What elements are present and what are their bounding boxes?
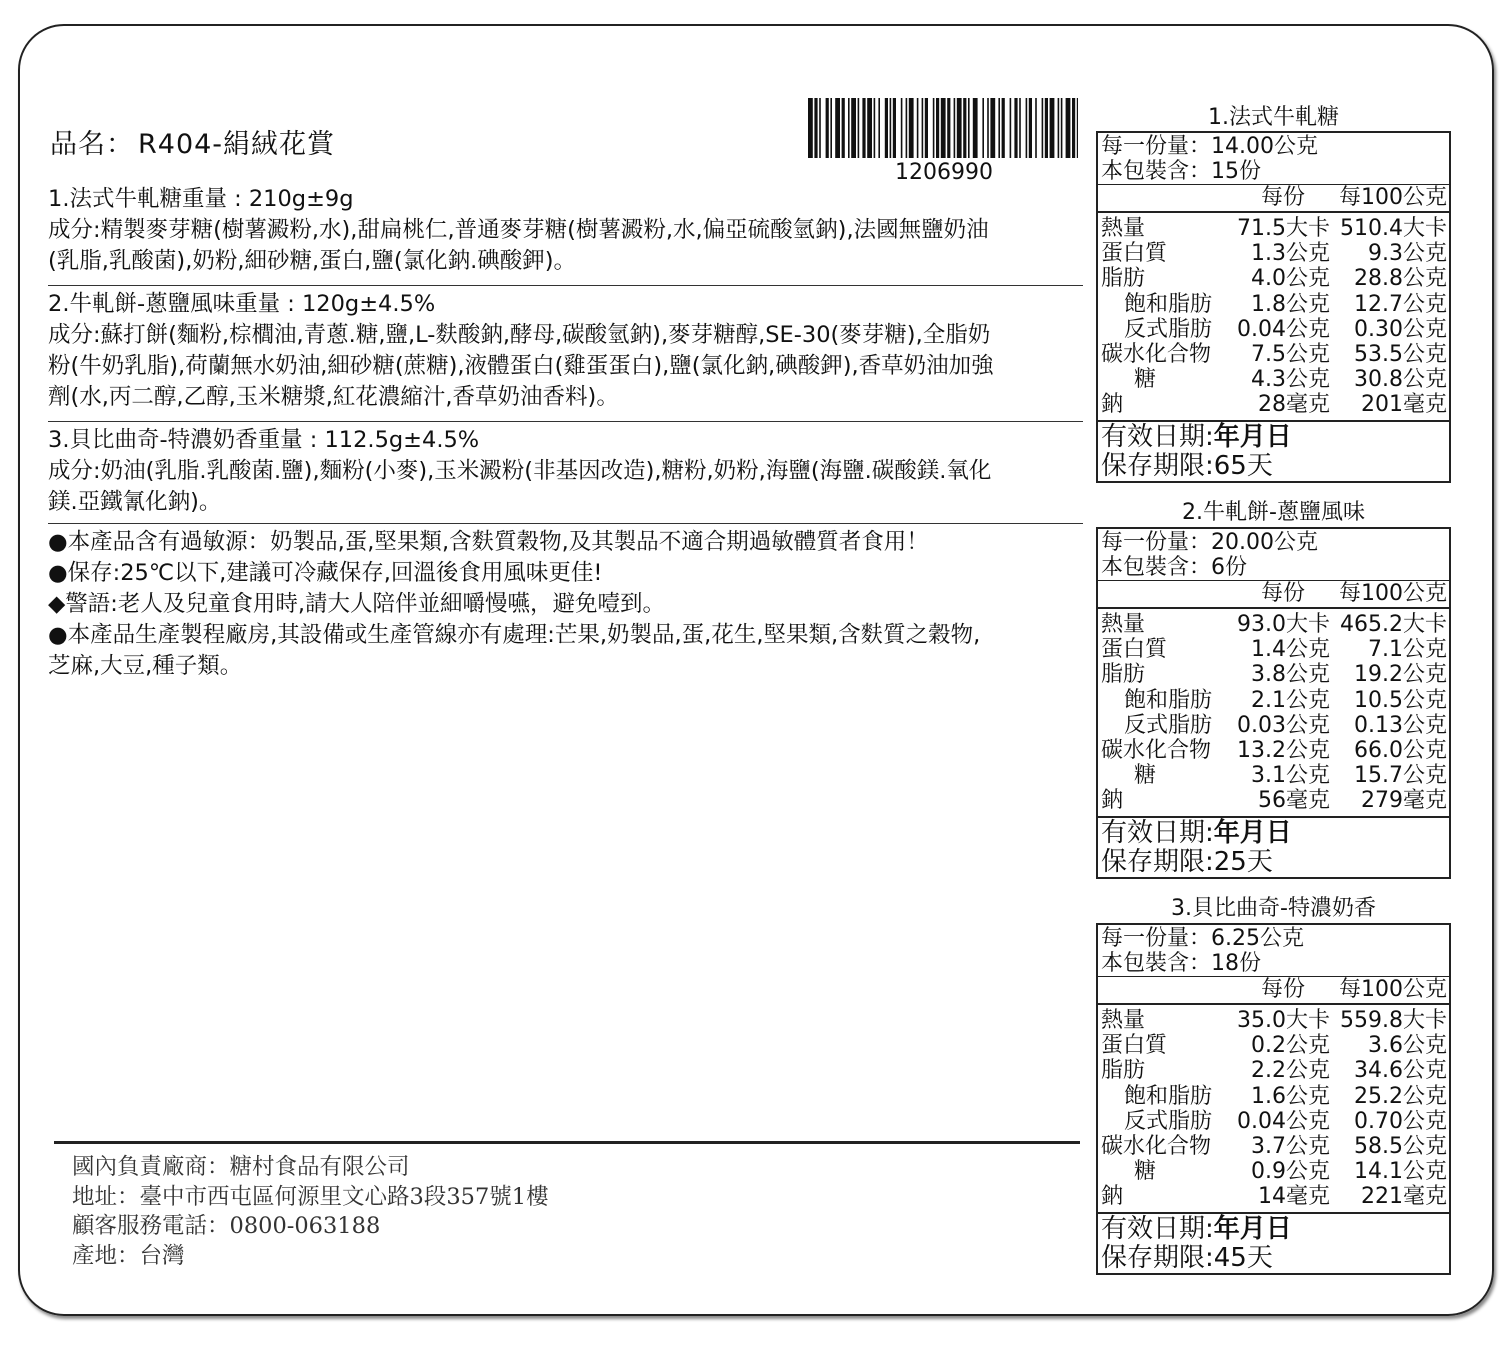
nutrient-per-100g: 12.7公克	[1354, 291, 1447, 317]
nutrient-per-serving: 2.1公克	[1251, 687, 1330, 713]
nutrition-row	[1098, 612, 1449, 637]
nutrient-name: 碳水化合物	[1101, 341, 1212, 367]
barcode-bar	[819, 98, 821, 158]
expiry-info	[1098, 422, 1449, 481]
nutrition-row	[1098, 713, 1449, 738]
facility-notice: ●本產品生產製程廠房,其設備或生產管線亦有處理:芒果,奶製品,蛋,花生,堅果類,含麩質之穀物,	[48, 622, 981, 648]
nutrition-row	[1098, 1134, 1449, 1159]
manufacturer-name: 國內負責廠商：糖村食品有限公司	[72, 1154, 410, 1180]
nutrient-per-serving: 3.1公克	[1251, 763, 1330, 789]
col-per-100g: 每100公克	[1339, 185, 1447, 210]
nutrient-per-100g: 15.7公克	[1354, 763, 1447, 789]
customer-service-phone: 顧客服務電話：0800-063188	[72, 1213, 381, 1239]
barcode-bar	[885, 98, 888, 158]
barcode-bar	[1019, 98, 1021, 158]
nutrition-row	[1098, 637, 1449, 662]
nutrient-name: 鈉	[1101, 788, 1124, 814]
nutrient-per-serving: 0.2公克	[1251, 1033, 1330, 1059]
barcode-bar	[957, 98, 962, 158]
nutrient-name: 碳水化合物	[1101, 737, 1212, 763]
nutrition-row	[1098, 1008, 1449, 1033]
section-heading: 2.牛軋餅-蔥鹽風味重量 : 120g±4.5%	[48, 291, 436, 317]
nutrient-per-serving: 3.7公克	[1251, 1133, 1330, 1159]
nutrition-row	[1098, 241, 1449, 266]
barcode-bar	[922, 98, 924, 158]
storage-notice: ●保存:25℃以下,建議可冷藏保存,回溫後食用風味更佳!	[48, 560, 603, 586]
nutrient-name: 反式脂肪	[1124, 316, 1213, 342]
expiry-date: 年月日	[1213, 1213, 1292, 1244]
barcode-bar	[874, 98, 876, 158]
section-heading: 3.貝比曲奇-特濃奶香重量 : 112.5g±4.5%	[48, 427, 480, 453]
nutrient-per-100g: 0.30公克	[1354, 316, 1447, 342]
barcode-bar	[862, 98, 865, 158]
nutrient-per-100g: 9.3公克	[1368, 241, 1447, 267]
barcode-bar	[842, 98, 845, 158]
barcode-bar	[830, 98, 832, 158]
nutrient-per-100g: 53.5公克	[1354, 341, 1447, 367]
nutrient-per-100g: 221毫克	[1361, 1184, 1447, 1210]
warning-notice: ◆警語:老人及兒童食用時,請大人陪伴並細嚼慢嚥，避免噎到。	[48, 591, 666, 617]
nutrition-row	[1098, 738, 1449, 763]
barcode-bar	[933, 98, 935, 158]
barcode-bar	[936, 98, 939, 158]
nutrient-per-serving: 28毫克	[1258, 392, 1330, 418]
nutrition-row	[1098, 688, 1449, 713]
nutrition-row	[1098, 292, 1449, 317]
nutrient-name: 蛋白質	[1101, 1033, 1168, 1059]
nutrient-name: 飽和脂肪	[1124, 291, 1213, 317]
nutrition-row	[1098, 763, 1449, 788]
nutrition-header	[1098, 581, 1449, 609]
servings-per-pack: 本包裝含：18份	[1101, 950, 1261, 976]
serving-info	[1098, 529, 1449, 581]
serving-size: 每一份量：20.00公克	[1101, 530, 1318, 555]
nutrient-per-100g: 0.13公克	[1354, 712, 1447, 738]
nutrition-table	[1096, 527, 1451, 879]
barcode-bar	[878, 98, 880, 158]
barcode-bar	[954, 98, 956, 158]
nutrient-name: 蛋白質	[1101, 637, 1168, 663]
nutrition-table-title: 2.牛軋餅-蔥鹽風味	[1182, 500, 1365, 525]
barcode-bar	[990, 98, 995, 158]
barcode-bar	[835, 98, 840, 158]
expiry-info	[1098, 1214, 1449, 1273]
manufacturer-info	[72, 1153, 549, 1271]
nutrient-name: 糖	[1134, 1159, 1157, 1185]
nutrient-per-serving: 7.5公克	[1251, 341, 1330, 367]
nutrient-per-serving: 0.04公克	[1237, 1108, 1330, 1134]
nutrient-name: 熱量	[1101, 612, 1146, 637]
serving-size: 每一份量：6.25公克	[1101, 926, 1304, 951]
nutrient-per-100g: 3.6公克	[1368, 1033, 1447, 1059]
notices	[48, 527, 1084, 682]
barcode-bar	[1050, 98, 1055, 158]
barcode-number: 1206990	[895, 160, 993, 185]
barcode-bar	[890, 98, 892, 158]
col-per-serving: 每份	[1260, 977, 1305, 1002]
nutrition-row	[1098, 317, 1449, 342]
nutrient-per-serving: 56毫克	[1258, 788, 1330, 814]
serving-info	[1098, 133, 1449, 185]
ingredients-section-3	[48, 425, 1084, 518]
barcode-bar	[893, 98, 896, 158]
barcode-bar	[925, 98, 928, 158]
nutrient-per-serving: 1.6公克	[1251, 1083, 1330, 1109]
col-per-100g: 每100公克	[1339, 977, 1447, 1002]
servings-per-pack: 本包裝含：6份	[1101, 554, 1247, 580]
nutrition-row	[1098, 342, 1449, 367]
ingredient-line: 粉(牛奶乳脂),荷蘭無水奶油,細砂糖(蔗糖),液體蛋白(雞蛋蛋白),鹽(氯化鈉,碘酸鉀),香草奶油加強	[48, 353, 994, 379]
nutrient-name: 反式脂肪	[1124, 712, 1213, 738]
nutrient-per-serving: 0.03公克	[1237, 712, 1330, 738]
barcode-bar	[947, 98, 950, 158]
product-name-label: 品名：	[50, 129, 134, 160]
nutrient-per-100g: 7.1公克	[1368, 637, 1447, 663]
nutrient-name: 脂肪	[1101, 266, 1146, 292]
nutrient-per-100g: 10.5公克	[1354, 687, 1447, 713]
barcode-bar	[851, 98, 856, 158]
ingredient-line: (乳脂,乳酸菌),奶粉,細砂糖,蛋白,鹽(氯化鈉.碘酸鉀)。	[48, 248, 577, 274]
nutrient-per-100g: 66.0公克	[1354, 737, 1447, 763]
nutrition-row	[1098, 1033, 1449, 1058]
nutrient-name: 脂肪	[1101, 662, 1146, 688]
footer-divider	[54, 1141, 1080, 1144]
allergen-notice: ●本產品含有過敏源：奶製品,蛋,堅果類,含麩質穀物,及其製品不適合期過敏體質者食用！	[48, 529, 929, 555]
ingredient-line: 成分:奶油(乳脂.乳酸菌.鹽),麵粉(小麥),玉米澱粉(非基因改造),糖粉,奶粉,海鹽(海鹽.碳酸鎂.氧化	[48, 458, 992, 484]
nutrient-per-100g: 279毫克	[1361, 788, 1447, 814]
nutrient-per-100g: 510.4大卡	[1340, 216, 1447, 241]
servings-per-pack: 本包裝含：15份	[1101, 158, 1261, 184]
nutrition-row	[1098, 367, 1449, 392]
barcode-bar	[1026, 98, 1028, 158]
col-per-serving: 每份	[1260, 581, 1305, 606]
nutrient-per-serving: 1.4公克	[1251, 637, 1330, 663]
nutrient-name: 反式脂肪	[1124, 1108, 1213, 1134]
nutrient-name: 碳水化合物	[1101, 1133, 1212, 1159]
facility-notice-cont: 芝麻,大豆,種子類。	[48, 653, 243, 679]
nutrition-table	[1096, 131, 1451, 483]
nutrient-per-100g: 465.2大卡	[1340, 612, 1447, 637]
nutrient-per-100g: 14.1公克	[1354, 1159, 1447, 1185]
nutrient-per-serving: 4.3公克	[1251, 367, 1330, 393]
ingredient-line: 成分:精製麥芽糖(樹薯澱粉,水),甜扁桃仁,普通麥芽糖(樹薯澱粉,水,偏亞硫酸氫鈉),法國無鹽奶油	[48, 217, 989, 243]
nutrient-per-serving: 13.2公克	[1237, 737, 1330, 763]
nutrient-per-serving: 4.0公克	[1251, 266, 1330, 292]
expiry-date: 年月日	[1213, 817, 1292, 848]
ingredient-line: 成分:蘇打餅(麵粉,棕櫚油,青蔥.糖,鹽,L-麩酸鈉,酵母,碳酸氫鈉),麥芽糖醇,SE-30(麥芽糖),全脂奶	[48, 322, 991, 348]
barcode-bar	[848, 98, 850, 158]
expiry-label: 有效日期:	[1101, 817, 1214, 848]
section-divider	[48, 523, 1083, 524]
nutrition-row	[1098, 1184, 1449, 1209]
nutrition-row	[1098, 662, 1449, 687]
barcode-bar	[917, 98, 919, 158]
barcode-bar	[1072, 98, 1075, 158]
expiry-date: 年月日	[1213, 421, 1292, 452]
nutrient-per-100g: 58.5公克	[1354, 1133, 1447, 1159]
barcode-bar	[1029, 98, 1032, 158]
barcode-bar	[826, 98, 829, 158]
nutrition-row	[1098, 1109, 1449, 1134]
shelf-life: 保存期限:45天	[1101, 1242, 1273, 1273]
nutrition-header	[1098, 185, 1449, 213]
nutrient-per-100g: 30.8公克	[1354, 367, 1447, 393]
nutrient-per-100g: 34.6公克	[1354, 1058, 1447, 1084]
barcode-image	[808, 98, 1078, 158]
nutrient-per-serving: 93.0大卡	[1237, 612, 1330, 637]
barcode-bar	[1035, 98, 1037, 158]
barcode-bar	[941, 98, 946, 158]
nutrient-per-100g: 25.2公克	[1354, 1083, 1447, 1109]
nutrient-per-serving: 35.0大卡	[1237, 1008, 1330, 1033]
nutrient-per-100g: 28.8公克	[1354, 266, 1447, 292]
nutrient-per-serving: 2.2公克	[1251, 1058, 1330, 1084]
nutrition-row	[1098, 216, 1449, 241]
serving-info	[1098, 925, 1449, 977]
nutrition-row	[1098, 266, 1449, 291]
nutrition-row	[1098, 788, 1449, 813]
serving-size: 每一份量：14.00公克	[1101, 134, 1318, 159]
nutrition-row	[1098, 1159, 1449, 1184]
section-divider	[48, 421, 1083, 422]
nutrient-name: 脂肪	[1101, 1058, 1146, 1084]
barcode-bar	[906, 98, 908, 158]
nutrient-per-100g: 201毫克	[1361, 392, 1447, 418]
expiry-info	[1098, 818, 1449, 877]
nutrition-row	[1098, 1058, 1449, 1083]
nutrient-name: 飽和脂肪	[1124, 1083, 1213, 1109]
nutrient-name: 飽和脂肪	[1124, 687, 1213, 713]
shelf-life: 保存期限:25天	[1101, 846, 1273, 877]
expiry-label: 有效日期:	[1101, 421, 1214, 452]
nutrition-row	[1098, 392, 1449, 417]
section-heading: 1.法式牛軋糖重量 : 210g±9g	[48, 186, 354, 212]
nutrient-name: 糖	[1134, 763, 1157, 789]
section-divider	[48, 285, 1083, 286]
shelf-life: 保存期限:65天	[1101, 450, 1273, 481]
nutrient-per-serving: 1.3公克	[1251, 241, 1330, 267]
nutrition-rows	[1098, 609, 1449, 818]
nutrient-per-serving: 1.8公克	[1251, 291, 1330, 317]
barcode-bar	[867, 98, 872, 158]
barcode-bar	[814, 98, 817, 158]
nutrient-name: 鈉	[1101, 392, 1124, 418]
nutrient-per-serving: 0.9公克	[1251, 1159, 1330, 1185]
barcode-bar	[1014, 98, 1017, 158]
ingredients-section-2	[48, 289, 1084, 413]
nutrition-row	[1098, 1084, 1449, 1109]
manufacturer-address: 地址：臺中市西屯區何源里文心路3段357號1樓	[72, 1183, 549, 1210]
barcode-bar	[987, 98, 989, 158]
nutrition-table-title: 3.貝比曲奇-特濃奶香	[1171, 896, 1376, 921]
nutrition-rows	[1098, 213, 1449, 422]
barcode-bar	[982, 98, 984, 158]
barcode-bar	[1042, 98, 1044, 158]
product-name-value: R404-絹絨花賞	[138, 129, 336, 160]
barcode-bar	[1061, 98, 1063, 158]
origin: 產地：台灣	[72, 1242, 185, 1269]
barcode-bar	[998, 98, 1000, 158]
barcode-bar	[1077, 98, 1078, 158]
nutrient-per-serving: 3.8公克	[1251, 662, 1330, 688]
barcode-bar	[1002, 98, 1005, 158]
barcode-bar	[808, 98, 813, 158]
nutrient-per-serving: 0.04公克	[1237, 316, 1330, 342]
nutrient-name: 糖	[1134, 367, 1157, 393]
ingredient-line: 劑(水,丙二醇,乙醇,玉米糖漿,紅花濃縮汁,香草奶油香料)。	[48, 384, 619, 410]
nutrient-name: 熱量	[1101, 1008, 1146, 1033]
barcode-bar	[1010, 98, 1012, 158]
nutrition-table	[1096, 923, 1451, 1275]
nutrition-table-title: 1.法式牛軋糖	[1208, 105, 1339, 130]
barcode-bar	[858, 98, 860, 158]
nutrient-per-100g: 559.8大卡	[1340, 1008, 1447, 1033]
nutrition-header	[1098, 977, 1449, 1005]
barcode-bar	[973, 98, 978, 158]
barcode-bar	[1066, 98, 1071, 158]
ingredients-section-1	[48, 184, 1084, 277]
expiry-label: 有效日期:	[1101, 1213, 1214, 1244]
nutrition-rows	[1098, 1005, 1449, 1214]
nutrient-name: 蛋白質	[1101, 241, 1168, 267]
barcode-bar	[901, 98, 903, 158]
product-name	[50, 122, 339, 161]
ingredient-line: 鎂.亞鐵氰化鈉)。	[48, 489, 222, 515]
barcode-bar	[1045, 98, 1048, 158]
col-per-100g: 每100公克	[1339, 581, 1447, 606]
barcode-bar	[968, 98, 970, 158]
nutrient-per-100g: 19.2公克	[1354, 662, 1447, 688]
nutrient-per-serving: 14毫克	[1258, 1184, 1330, 1210]
nutrient-name: 熱量	[1101, 216, 1146, 241]
nutrient-per-serving: 71.5大卡	[1237, 216, 1330, 241]
nutrient-per-100g: 0.70公克	[1354, 1108, 1447, 1134]
barcode-bar	[1058, 98, 1060, 158]
col-per-serving: 每份	[1260, 185, 1305, 210]
barcode-bar	[963, 98, 966, 158]
nutrient-name: 鈉	[1101, 1184, 1124, 1210]
barcode-bar	[909, 98, 914, 158]
